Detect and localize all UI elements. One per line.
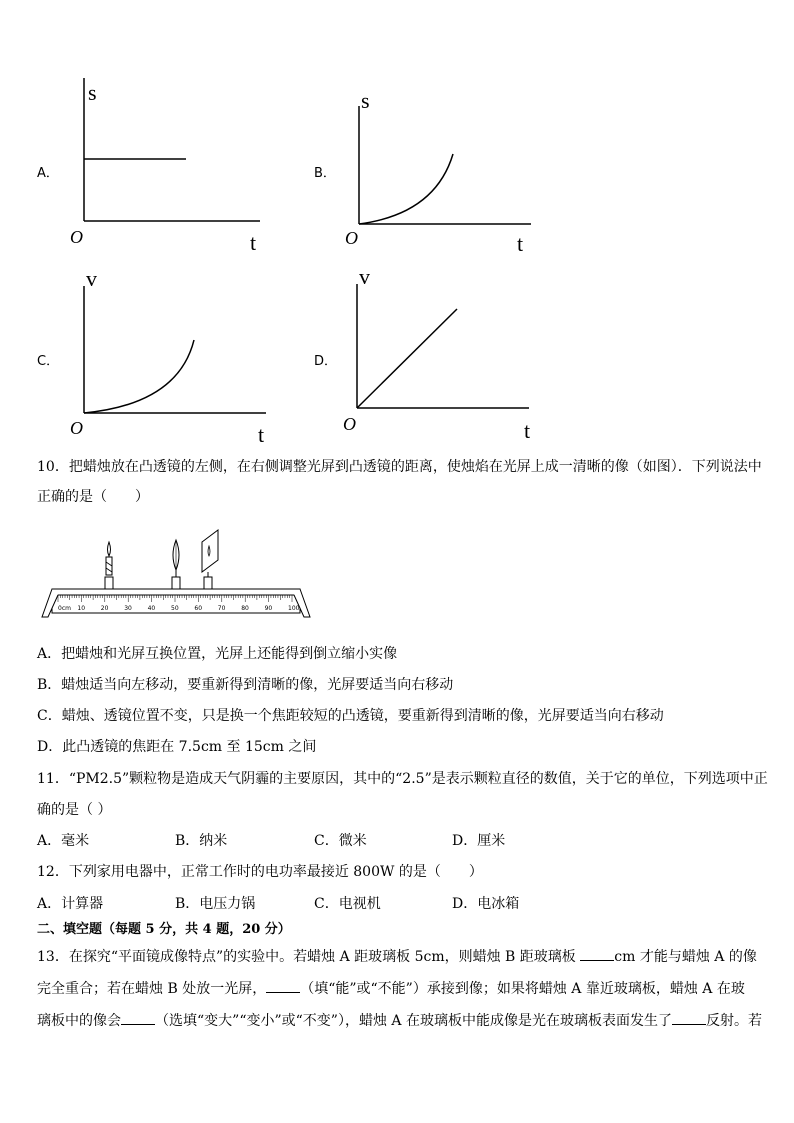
graph-a <box>60 78 280 258</box>
q13-text: （填“能”或“不能”）承接到像；如果将蜡烛 A 靠近玻璃板，蜡烛 A 在玻 <box>300 981 745 997</box>
q13-text: （选填“变大”“变小”或“不变”），蜡烛 A 在玻璃板中能成像是光在玻璃板表面发生了 <box>155 1013 672 1029</box>
answer-blank-2[interactable] <box>266 978 300 993</box>
q13-text: 璃板中的像会 <box>37 1013 121 1029</box>
q13-line3 <box>37 1010 762 1030</box>
q11-option-d[interactable]: D．厘米 <box>452 833 506 849</box>
option-b-label: B． <box>314 166 336 181</box>
q12-option-c[interactable]: C．电视机 <box>314 896 381 912</box>
q11-option-a[interactable]: A．毫米 <box>37 833 90 849</box>
q11-stem-line1: 11．“PM2.5”颗粒物是造成天气阴霾的主要原因，其中的“2.5”是表示颗粒直径的数值，关于它的单位，下列选项中正 <box>37 771 768 787</box>
q13-line2 <box>37 978 745 998</box>
ruler-tick-label: 50 <box>171 605 179 612</box>
optical-bench-figure <box>38 520 318 625</box>
ruler-unit: 0cm <box>58 605 71 612</box>
graph-d-curve <box>357 309 457 408</box>
y-axis-label: s <box>88 80 97 105</box>
q13-text: 13．在探究“平面镜成像特点”的实验中。若蜡烛 A 距玻璃板 5cm，则蜡烛 B 距玻璃板 <box>37 949 581 965</box>
graph-b-curve <box>359 154 453 224</box>
ruler-tick-label: 40 <box>147 605 156 612</box>
answer-blank-4[interactable] <box>672 1010 706 1025</box>
ruler-tick-label: 10 <box>77 605 86 612</box>
graph-d <box>335 262 555 447</box>
graph-c <box>60 264 280 449</box>
origin-label: O <box>70 227 83 247</box>
candle <box>105 542 113 589</box>
q11-option-c[interactable]: C．微米 <box>314 833 367 849</box>
x-axis-label: t <box>517 231 524 256</box>
x-axis-label: t <box>250 230 257 255</box>
q12-stem: 12．下列家用电器中，正常工作时的电功率最接近 800W 的是（ ） <box>37 864 483 880</box>
graph-c-curve <box>84 340 194 413</box>
q12-option-b[interactable]: B．电压力锅 <box>175 896 256 912</box>
option-d-label: D． <box>314 354 338 369</box>
light-screen <box>202 530 218 589</box>
ruler-tick-label: 70 <box>217 605 226 612</box>
section-heading: 二、填空题（每题 5 分，共 4 题，20 分） <box>37 922 291 937</box>
x-axis-label: t <box>258 422 265 447</box>
q10-stem-line1: 10．把蜡烛放在凸透镜的左侧，在右侧调整光屏到凸透镜的距离，使烛焰在光屏上成一清晰的像（如图）．下列说法中 <box>37 459 762 475</box>
ruler-tick-label: 30 <box>124 605 132 612</box>
option-c-label: C． <box>37 354 60 369</box>
graph-b <box>335 84 555 264</box>
option-a-label: A． <box>37 166 59 181</box>
y-axis-label: v <box>86 266 97 291</box>
y-axis-label: s <box>361 88 370 113</box>
q10-option-a[interactable]: A．把蜡烛和光屏互换位置，光屏上还能得到倒立缩小实像 <box>37 646 398 662</box>
ruler-tick-label: 80 <box>241 605 249 612</box>
q10-option-c[interactable]: C．蜡烛、透镜位置不变，只是换一个焦距较短的凸透镜，要重新得到清晰的像，光屏要适当向右移动 <box>37 708 664 724</box>
origin-label: O <box>345 228 358 248</box>
q10-stem-line2: 正确的是（ ） <box>37 489 149 505</box>
lens <box>172 540 180 589</box>
origin-label: O <box>343 414 356 434</box>
origin-label: O <box>70 418 83 438</box>
answer-blank-1[interactable] <box>580 946 614 961</box>
q11-option-b[interactable]: B．纳米 <box>175 833 228 849</box>
ruler-tick-label: 100 <box>288 605 300 612</box>
ruler-tick-label: 20 <box>100 605 109 612</box>
q10-option-b[interactable]: B．蜡烛适当向左移动，要重新得到清晰的像，光屏要适当向右移动 <box>37 677 454 693</box>
x-axis-label: t <box>524 418 531 443</box>
q11-stem-line2: 确的是（ ） <box>37 802 112 818</box>
q13-text: 完全重合；若在蜡烛 B 处放一光屏， <box>37 981 267 997</box>
bench-rail <box>52 589 300 595</box>
q10-option-d[interactable]: D．此凸透镜的焦距在 7.5cm 至 15cm 之间 <box>37 739 317 755</box>
q12-option-a[interactable]: A．计算器 <box>37 896 104 912</box>
answer-blank-3[interactable] <box>121 1010 155 1025</box>
q12-option-d[interactable]: D．电冰箱 <box>452 896 520 912</box>
q13-text: 反射。若 <box>705 1013 762 1029</box>
q13-line1 <box>37 946 757 966</box>
q13-text: cm 才能与蜡烛 A 的像 <box>614 949 757 965</box>
ruler-tick-label: 60 <box>194 605 203 612</box>
ruler-tick-label: 90 <box>264 605 273 612</box>
y-axis-label: v <box>359 264 370 289</box>
